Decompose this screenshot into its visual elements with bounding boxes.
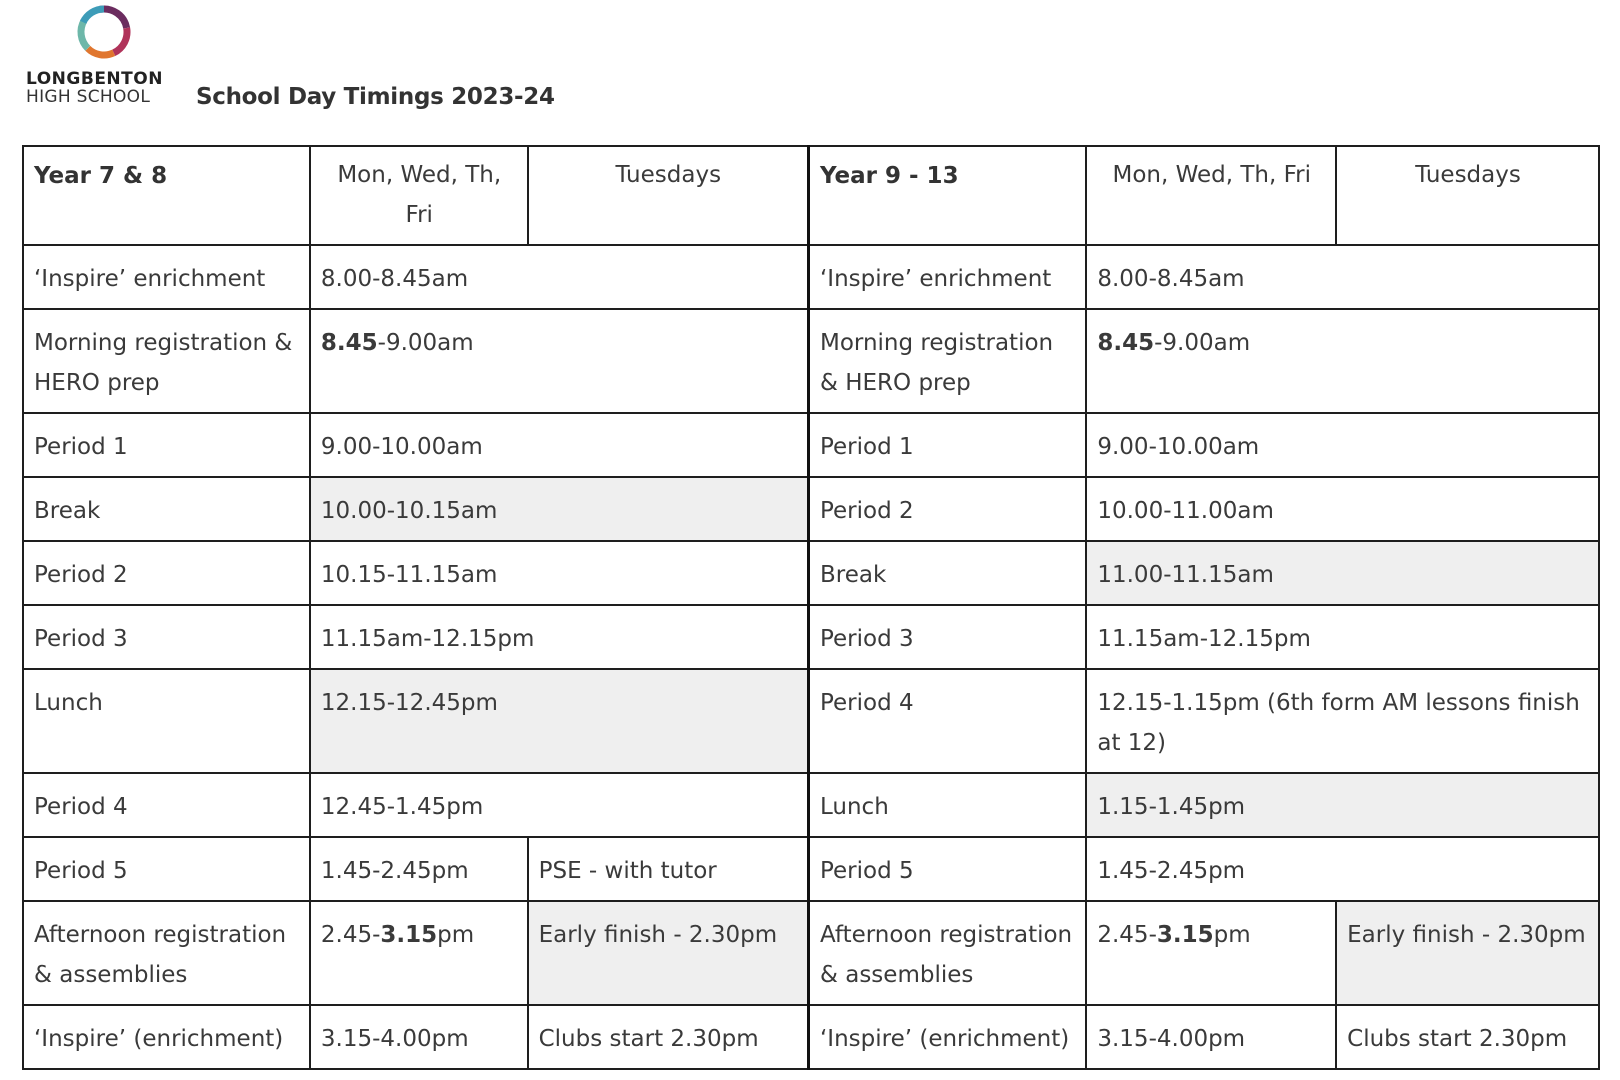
row-tuesday: Early finish - 2.30pm [1336, 901, 1599, 1005]
row-label: Lunch [808, 773, 1086, 837]
row-time: 11.15am-12.15pm [310, 605, 809, 669]
row-time: 10.00-11.00am [1086, 477, 1599, 541]
row-label: ‘Inspire’ enrichment [23, 245, 310, 309]
time-bold: 8.45 [320, 330, 378, 356]
row-label: Break [808, 541, 1086, 605]
time-post: pm [437, 922, 475, 948]
time-post: pm [1213, 922, 1251, 948]
row-label: Afternoon registration & assemblies [23, 901, 310, 1005]
row-time: 3.15-4.00pm [310, 1005, 528, 1069]
row-label: Period 5 [808, 837, 1086, 901]
row-label: Lunch [23, 669, 310, 773]
table-row [23, 1005, 1599, 1069]
row-time: 1.45-2.45pm [1086, 837, 1599, 901]
row-time: 10.00-10.15am [310, 477, 809, 541]
row-label: Morning registration & HERO prep [808, 309, 1086, 413]
row-label: ‘Inspire’ (enrichment) [23, 1005, 310, 1069]
time-rest: -9.00am [1154, 330, 1251, 356]
row-time: 12.15-1.15pm (6th form AM lessons finish at 12) [1086, 669, 1599, 773]
school-logo [26, 2, 186, 106]
row-tuesday: PSE - with tutor [528, 837, 809, 901]
table-row [23, 309, 1599, 413]
row-tuesday: Early finish - 2.30pm [528, 901, 809, 1005]
row-label: Period 3 [23, 605, 310, 669]
column-header-tuesdays: Tuesdays [1336, 146, 1599, 245]
row-time: 1.15-1.45pm [1086, 773, 1599, 837]
table-row [23, 605, 1599, 669]
row-label: Period 4 [808, 669, 1086, 773]
row-time [1086, 901, 1336, 1005]
row-label: Period 1 [23, 413, 310, 477]
row-time: 1.45-2.45pm [310, 837, 528, 901]
school-name-line1: LONGBENTON [26, 69, 163, 89]
row-tuesday: Clubs start 2.30pm [1336, 1005, 1599, 1069]
column-header-mon-fri: Mon, Wed, Th, Fri [310, 146, 528, 245]
row-time: 9.00-10.00am [310, 413, 809, 477]
row-label: Period 5 [23, 837, 310, 901]
timings-table [22, 145, 1600, 1070]
time-pre: 2.45- [320, 922, 381, 948]
row-time: 10.15-11.15am [310, 541, 809, 605]
time-bold: 3.15 [380, 922, 438, 948]
column-header-mon-fri: Mon, Wed, Th, Fri [1086, 146, 1336, 245]
table-row [23, 773, 1599, 837]
row-time [310, 309, 809, 413]
row-label: Break [23, 477, 310, 541]
row-label: Period 1 [808, 413, 1086, 477]
table-row [23, 837, 1599, 901]
table-row [23, 477, 1599, 541]
group-header-year7-8: Year 7 & 8 [23, 146, 310, 245]
school-name-line2: HIGH SCHOOL [26, 87, 151, 107]
group-header-year9-13: Year 9 - 13 [808, 146, 1086, 245]
table-row [23, 245, 1599, 309]
table-row [23, 669, 1599, 773]
time-pre: 2.45- [1097, 922, 1157, 948]
row-time: 8.00-8.45am [310, 245, 809, 309]
row-time: 11.15am-12.15pm [1086, 605, 1599, 669]
row-time [1086, 309, 1599, 413]
table-header-row [23, 146, 1599, 245]
table-row [23, 901, 1599, 1005]
row-label: Period 4 [23, 773, 310, 837]
row-time: 11.00-11.15am [1086, 541, 1599, 605]
row-time: 12.15-12.45pm [310, 669, 809, 773]
time-rest: -9.00am [377, 330, 474, 356]
row-label: ‘Inspire’ (enrichment) [808, 1005, 1086, 1069]
row-tuesday: Clubs start 2.30pm [528, 1005, 809, 1069]
row-label: Period 2 [808, 477, 1086, 541]
row-label: Period 2 [23, 541, 310, 605]
row-time: 9.00-10.00am [1086, 413, 1599, 477]
time-bold: 3.15 [1156, 922, 1214, 948]
row-label: ‘Inspire’ enrichment [808, 245, 1086, 309]
table-row [23, 413, 1599, 477]
row-time [310, 901, 528, 1005]
row-label: Morning registration & HERO prep [23, 309, 310, 413]
time-bold: 8.45 [1097, 330, 1155, 356]
table-row [23, 541, 1599, 605]
row-label: Afternoon registration & assemblies [808, 901, 1086, 1005]
ring-logo-icon [74, 2, 134, 62]
row-time: 12.45-1.45pm [310, 773, 809, 837]
document-title: School Day Timings 2023-24 [196, 84, 555, 110]
row-label: Period 3 [808, 605, 1086, 669]
column-header-tuesdays: Tuesdays [528, 146, 809, 245]
row-time: 3.15-4.00pm [1086, 1005, 1336, 1069]
row-time: 8.00-8.45am [1086, 245, 1599, 309]
